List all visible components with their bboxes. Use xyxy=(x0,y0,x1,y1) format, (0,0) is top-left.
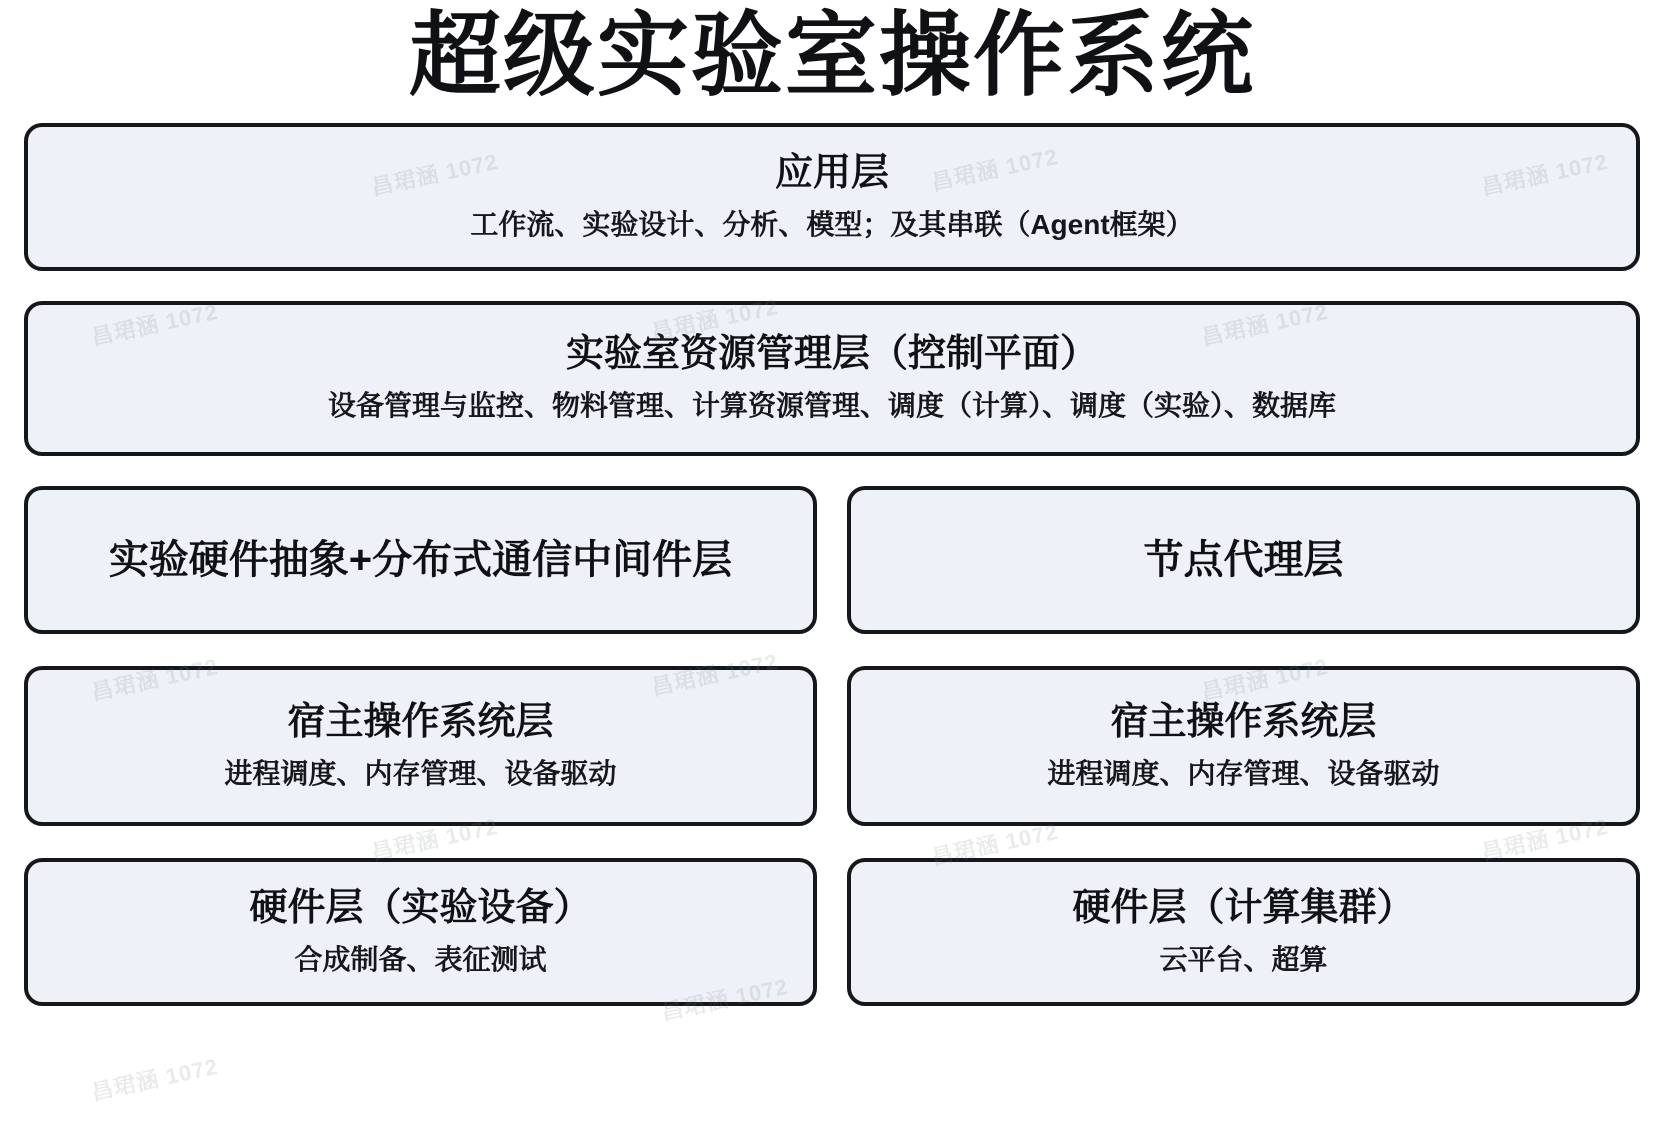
architecture-diagram xyxy=(0,5,1664,1128)
layer-hardware-compute-cluster-title: 硬件层（计算集群） xyxy=(1072,886,1415,929)
layer-hardware-lab-equipment-subtitle: 合成制备、表征测试 xyxy=(294,943,547,975)
layer-host-os-right-subtitle: 进程调度、内存管理、设备驱动 xyxy=(1047,757,1440,789)
watermark-text: 昌珺涵 1072 xyxy=(89,1053,221,1106)
layer-hardware-lab-equipment-title: 硬件层（实验设备） xyxy=(249,886,592,929)
layer-resource-management-title: 实验室资源管理层（控制平面） xyxy=(565,333,1098,376)
layer-application-subtitle: 工作流、实验设计、分析、模型；及其串联（Agent框架） xyxy=(470,208,1194,240)
layer-application-title: 应用层 xyxy=(774,151,889,194)
row-hardware xyxy=(24,858,1640,1006)
layer-node-agent xyxy=(847,486,1640,634)
layer-resource-management-subtitle: 设备管理与监控、物料管理、计算资源管理、调度（计算）、调度（实验）、数据库 xyxy=(327,390,1336,422)
watermark-text: 昌珺涵 1072 xyxy=(1479,813,1611,866)
watermark-text: 昌珺涵 1072 xyxy=(369,813,501,866)
layer-host-os-left xyxy=(24,666,817,826)
row-middleware xyxy=(24,486,1640,634)
watermark-text: 昌珺涵 1072 xyxy=(929,818,1061,871)
layer-host-os-left-subtitle: 进程调度、内存管理、设备驱动 xyxy=(224,757,617,789)
row-host-os xyxy=(24,666,1640,826)
layer-hardware-lab-equipment xyxy=(24,858,817,1006)
layer-hardware-compute-cluster xyxy=(847,858,1640,1006)
layer-resource-management xyxy=(24,301,1640,456)
layer-hardware-abstraction-middleware-title: 实验硬件抽象+分布式通信中间件层 xyxy=(108,537,733,582)
layer-hardware-abstraction-middleware xyxy=(24,486,817,634)
layer-node-agent-title: 节点代理层 xyxy=(1143,537,1344,582)
layer-hardware-compute-cluster-subtitle: 云平台、超算 xyxy=(1159,943,1328,975)
layer-application xyxy=(24,123,1640,271)
layer-host-os-left-title: 宿主操作系统层 xyxy=(287,700,554,743)
layer-host-os-right xyxy=(847,666,1640,826)
layer-host-os-right-title: 宿主操作系统层 xyxy=(1110,700,1377,743)
page-title: 超级实验室操作系统 xyxy=(408,5,1255,107)
